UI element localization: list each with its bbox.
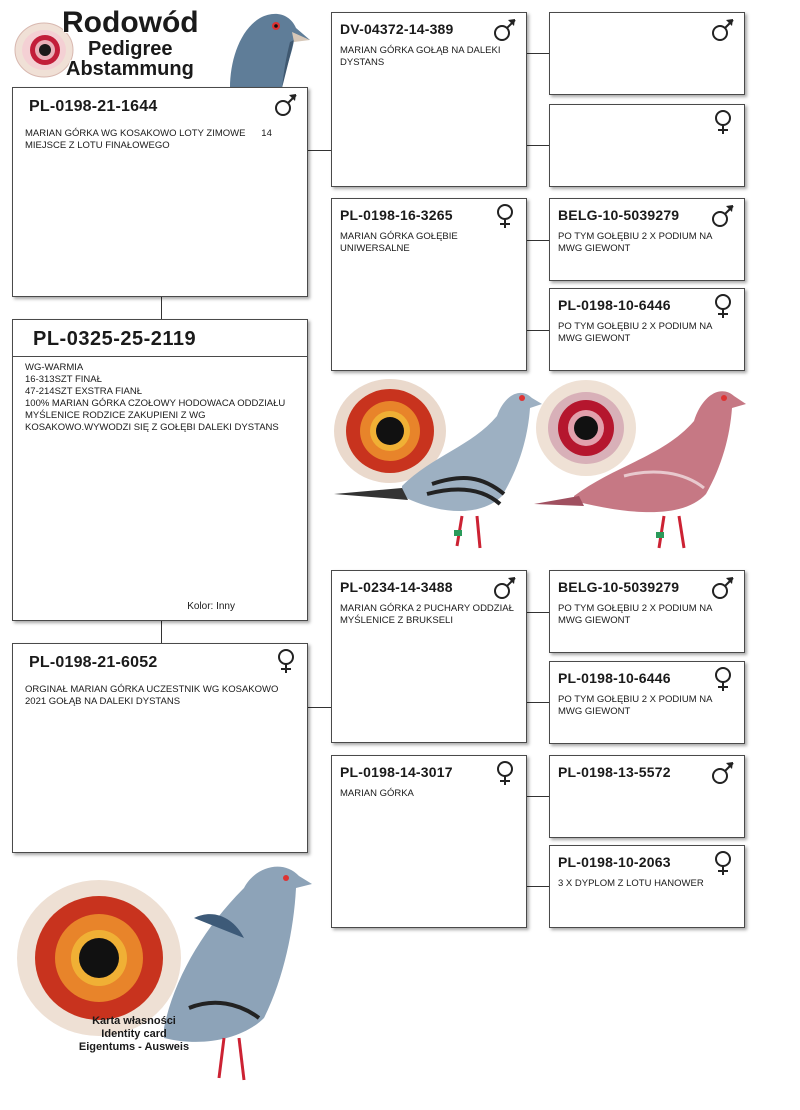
male-icon — [710, 17, 736, 43]
fmf-description: PO TYM GOŁĘBIU 2 X PODIUM NA MWG GIEWONT — [558, 231, 715, 254]
connector — [161, 621, 162, 643]
divider — [13, 356, 307, 357]
main-bird-description: WG-WARMIA 16-313SZT FINAŁ 47-214SZT EXSTRA FIANŁ 100% MARIAN GÓRKA CZOŁOWY HODOWACA ODDZIAŁU MYŚLENICE RODZICE ZAKUPIENI Z WG KOSAKOWO.WYWODZI SIĘ Z GOŁĘBI DALEKI DYSTANS — [25, 362, 286, 433]
fmf-card[interactable] — [549, 198, 745, 281]
mmf-ring: PL-0198-13-5572 — [558, 764, 671, 780]
mother-ring: PL-0198-21-6052 — [29, 654, 158, 671]
header-title-pl: Rodowód — [62, 6, 199, 39]
ff-card[interactable] — [331, 12, 527, 187]
female-icon — [273, 648, 299, 674]
connector — [527, 796, 549, 797]
father-description: MARIAN GÓRKA WG KOSAKOWO LOTY ZIMOWE 14 MIEJSCE Z LOTU FINAŁOWEGO — [25, 128, 275, 151]
male-icon — [710, 575, 736, 601]
mm-ring: PL-0198-14-3017 — [340, 764, 453, 780]
connector — [527, 240, 549, 241]
header-title-de: Abstammung — [66, 58, 194, 80]
connector — [527, 886, 549, 887]
ffm-card[interactable] — [549, 104, 745, 187]
blue-pigeon-illustration — [332, 376, 542, 566]
mfm-ring: PL-0198-10-6446 — [558, 670, 671, 686]
mff-ring: BELG-10-5039279 — [558, 579, 680, 595]
mother-description: ORGINAŁ MARIAN GÓRKA UCZESTNIK WG KOSAKOWO 2021 GOŁĄB NA DALEKI DYSTANS — [25, 684, 282, 707]
connector — [161, 297, 162, 319]
female-icon — [710, 109, 736, 135]
mmm-description: 3 X DYPLOM Z LOTU HANOWER — [558, 878, 704, 889]
mff-description: PO TYM GOŁĘBIU 2 X PODIUM NA MWG GIEWONT — [558, 603, 715, 626]
connector — [527, 612, 549, 613]
fmf-ring: BELG-10-5039279 — [558, 207, 680, 223]
connector — [308, 707, 331, 708]
male-icon — [273, 92, 299, 118]
male-icon — [492, 575, 518, 601]
female-icon — [492, 760, 518, 786]
mfm-description: PO TYM GOŁĘBIU 2 X PODIUM NA MWG GIEWONT — [558, 694, 715, 717]
mmm-card[interactable] — [549, 845, 745, 928]
connector — [527, 330, 549, 331]
footer-label-de: Eigentums - Ausweis — [78, 1041, 190, 1053]
mmm-ring: PL-0198-10-2063 — [558, 854, 671, 870]
header-pigeon-head-icon — [220, 10, 312, 88]
footer-label-pl: Karta własności — [92, 1015, 176, 1027]
mm-card[interactable] — [331, 755, 527, 928]
father-card[interactable] — [12, 87, 308, 297]
male-icon — [710, 760, 736, 786]
main-bird-card[interactable] — [12, 319, 308, 621]
female-icon — [492, 203, 518, 229]
main-bird-color: Kolor: Inny — [187, 601, 235, 612]
mfm-card[interactable] — [549, 661, 745, 744]
connector — [527, 53, 549, 54]
female-icon — [710, 850, 736, 876]
male-icon — [710, 203, 736, 229]
red-pigeon-illustration — [534, 376, 746, 566]
main-bird-ring: PL-0325-25-2119 — [33, 328, 197, 350]
mm-description: MARIAN GÓRKA — [340, 788, 414, 799]
fmm-card[interactable] — [549, 288, 745, 371]
mf-ring: PL-0234-14-3488 — [340, 579, 453, 595]
connector — [308, 150, 331, 151]
connector — [527, 145, 549, 146]
fm-ring: PL-0198-16-3265 — [340, 207, 453, 223]
ff-ring: DV-04372-14-389 — [340, 21, 454, 37]
header-title-en: Pedigree — [88, 38, 173, 60]
mf-card[interactable] — [331, 570, 527, 743]
fm-description: MARIAN GÓRKA GOŁĘBIE UNIWERSALNE — [340, 231, 461, 254]
ff-description: MARIAN GÓRKA GOŁĄB NA DALEKI DYSTANS — [340, 45, 504, 68]
male-icon — [492, 17, 518, 43]
footer-label-en: Identity card — [101, 1028, 167, 1040]
father-ring: PL-0198-21-1644 — [29, 98, 158, 115]
fff-card[interactable] — [549, 12, 745, 95]
connector — [527, 702, 549, 703]
fm-card[interactable] — [331, 198, 527, 371]
mf-description: MARIAN GÓRKA 2 PUCHARY ODDZIAŁ MYŚLENICE Z BRUKSELI — [340, 603, 517, 626]
fmm-ring: PL-0198-10-6446 — [558, 297, 671, 313]
mother-card[interactable] — [12, 643, 308, 853]
female-icon — [710, 666, 736, 692]
female-icon — [710, 293, 736, 319]
mff-card[interactable] — [549, 570, 745, 653]
mmf-card[interactable] — [549, 755, 745, 838]
fmm-description: PO TYM GOŁĘBIU 2 X PODIUM NA MWG GIEWONT — [558, 321, 715, 344]
